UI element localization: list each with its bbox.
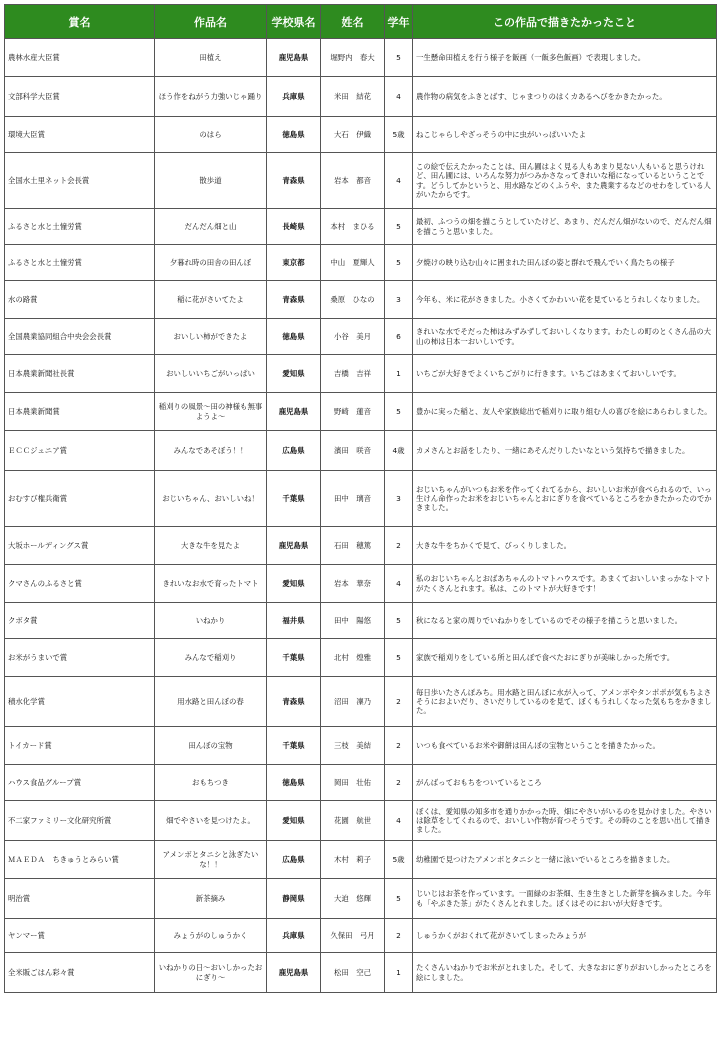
description: 夕焼けの映り込む山々に囲まれた田んぼの姿と群れで飛んでいく鳥たちの様子 (413, 245, 717, 281)
student-name: 北村 煌雅 (321, 639, 385, 677)
student-name: 小谷 美月 (321, 319, 385, 355)
work-title: のはら (155, 117, 267, 153)
award-name: クマさんのふるさと賞 (5, 565, 155, 603)
description: 豊かに実った稲と、友人や家族総出で稲刈りに取り組む人の喜びを絵にあらわしました。 (413, 393, 717, 431)
student-name: 岩本 都音 (321, 153, 385, 209)
table-row (5, 319, 717, 355)
work-title: だんだん畑と山 (155, 209, 267, 245)
award-name: 文部科学大臣賞 (5, 77, 155, 117)
prefecture: 青森県 (267, 281, 321, 319)
grade: 4 (385, 153, 413, 209)
award-name: 大坂ホールディングス賞 (5, 527, 155, 565)
description: 農作物の病気をふきとばす、じゃまつりのはくカあるへびをかきたかった。 (413, 77, 717, 117)
student-name: 野崎 蓮音 (321, 393, 385, 431)
award-name: 環境大臣賞 (5, 117, 155, 153)
grade: 5 (385, 39, 413, 77)
award-name: トイカード賞 (5, 727, 155, 765)
table-row (5, 281, 717, 319)
student-name: 大石 伊織 (321, 117, 385, 153)
award-name: クボタ賞 (5, 603, 155, 639)
award-name: ＥＣＣジュニア賞 (5, 431, 155, 471)
work-title: 田植え (155, 39, 267, 77)
table-row (5, 355, 717, 393)
prefecture: 愛知県 (267, 565, 321, 603)
table-row (5, 603, 717, 639)
work-title: いねかり (155, 603, 267, 639)
grade: 2 (385, 527, 413, 565)
award-name: おむすび権兵衛賞 (5, 471, 155, 527)
student-name: 久保田 弓月 (321, 919, 385, 953)
description: きれいな水でそだった柿はみずみずしておいしくなります。わたしの町のとくさん品の大山の柿は日本一おいしいです。 (413, 319, 717, 355)
prefecture: 鹿児島県 (267, 953, 321, 993)
table-row (5, 471, 717, 527)
description: 今年も、米に花がさきました。小さくてかわいい花を見ているとうれしくなりました。 (413, 281, 717, 319)
student-name: 松田 空己 (321, 953, 385, 993)
table-row (5, 677, 717, 727)
work-title: みんなであそぼう！！ (155, 431, 267, 471)
table-row (5, 527, 717, 565)
description: たくさんいねかりでお米がとれました。そして、大きなおにぎりがおいしかったところを絵にしました。 (413, 953, 717, 993)
prefecture: 兵庫県 (267, 919, 321, 953)
award-name: 全国水土里ネット会長賞 (5, 153, 155, 209)
work-title: おいしいいちごがいっぱい (155, 355, 267, 393)
header-name: 姓名 (321, 5, 385, 39)
prefecture: 兵庫県 (267, 77, 321, 117)
prefecture: 青森県 (267, 677, 321, 727)
work-title: おいしい柿ができたよ (155, 319, 267, 355)
award-name: 全米販ごはん彩々賞 (5, 953, 155, 993)
prefecture: 徳島県 (267, 117, 321, 153)
student-name: 木村 莉子 (321, 841, 385, 879)
student-name: 岩本 華奈 (321, 565, 385, 603)
grade: 4 (385, 565, 413, 603)
award-name: ＭＡＥＤＡ ちきゅうとみらい賞 (5, 841, 155, 879)
table-row (5, 393, 717, 431)
prefecture: 千葉県 (267, 727, 321, 765)
student-name: 沼田 凜乃 (321, 677, 385, 727)
student-name: 濱田 咲音 (321, 431, 385, 471)
description: じいじはお茶を作っています。一面緑のお茶畑、生き生きとした新芽を摘みました。今年も「やぶきた茶」がたくさんとれました。ぼくはそのにおいが大好きです。 (413, 879, 717, 919)
grade: 6 (385, 319, 413, 355)
grade: 2 (385, 765, 413, 801)
award-name: 全国農業協同組合中央会会長賞 (5, 319, 155, 355)
description: 一生懸命田植えを行う様子を飯画（一飯多色飯画）で表現しました。 (413, 39, 717, 77)
student-name: 大迫 悠輝 (321, 879, 385, 919)
description: 毎日歩いたさんぽみち。用水路と田んぼに水が入って、アメンボやタンポポが気もちよさそうにおよいだり、さいだりしているのを見て、ぼくもうれしくなった気もちをかきました。 (413, 677, 717, 727)
work-title: みんなで稲刈り (155, 639, 267, 677)
prefecture: 鹿児島県 (267, 393, 321, 431)
work-title: みょうがのしゅうかく (155, 919, 267, 953)
description: ねこじゃらしやざっそうの中に虫がいっぱいいたよ (413, 117, 717, 153)
award-name: 水の路賞 (5, 281, 155, 319)
work-title: 夕暮れ時の田舎の田んぼ (155, 245, 267, 281)
table-row (5, 431, 717, 471)
description: カメさんとお話をしたり、一緒にあそんだりしたいなという気持ちで描きました。 (413, 431, 717, 471)
description: 私のおじいちゃんとおばあちゃんのトマトハウスです。あまくておいしいまっかなトマトがたくさんとれます。私は、このトマトが大好きです！ (413, 565, 717, 603)
work-title: ほう作をねがう力強いじゃ踊り (155, 77, 267, 117)
work-title: いねかりの日～おいしかったおにぎり～ (155, 953, 267, 993)
prefecture: 広島県 (267, 431, 321, 471)
grade: 4 (385, 77, 413, 117)
header-grade: 学年 (385, 5, 413, 39)
table-row (5, 245, 717, 281)
awards-table (4, 4, 717, 993)
table-row (5, 209, 717, 245)
table-row (5, 117, 717, 153)
grade: 1 (385, 953, 413, 993)
prefecture: 鹿児島県 (267, 527, 321, 565)
prefecture: 愛知県 (267, 801, 321, 841)
grade: 3 (385, 471, 413, 527)
description: 家族で稲刈りをしている所と田んぼで食べたおにぎりが美味しかった所です。 (413, 639, 717, 677)
student-name: 岡田 壮佑 (321, 765, 385, 801)
work-title: おじいちゃん、おいしいね！ (155, 471, 267, 527)
award-name: 日本農業新聞賞 (5, 393, 155, 431)
student-name: 石田 穂篤 (321, 527, 385, 565)
student-name: 桑原 ひなの (321, 281, 385, 319)
prefecture: 福井県 (267, 603, 321, 639)
table-row (5, 919, 717, 953)
description: がんばっておもちをついているところ (413, 765, 717, 801)
work-title: 畑でやさいを見つけたよ。 (155, 801, 267, 841)
student-name: 田中 璃音 (321, 471, 385, 527)
work-title: アメンボとタニシと泳ぎたいな！！ (155, 841, 267, 879)
award-name: ハウス食品グループ賞 (5, 765, 155, 801)
prefecture: 徳島県 (267, 765, 321, 801)
prefecture: 静岡県 (267, 879, 321, 919)
award-name: 農林水産大臣賞 (5, 39, 155, 77)
table-row (5, 727, 717, 765)
prefecture: 千葉県 (267, 471, 321, 527)
table-row (5, 841, 717, 879)
header-prefecture: 学校県名 (267, 5, 321, 39)
student-name: 田中 陽悠 (321, 603, 385, 639)
table-row (5, 765, 717, 801)
work-title: 新茶摘み (155, 879, 267, 919)
grade: 5 (385, 245, 413, 281)
award-name: ふるさと水と土憧労賞 (5, 245, 155, 281)
student-name: 本村 まひる (321, 209, 385, 245)
work-title: 散歩道 (155, 153, 267, 209)
prefecture: 長崎県 (267, 209, 321, 245)
student-name: 三枝 美結 (321, 727, 385, 765)
table-row (5, 801, 717, 841)
table-row (5, 879, 717, 919)
table-row (5, 639, 717, 677)
table-row (5, 565, 717, 603)
award-name: 日本農業新聞社長賞 (5, 355, 155, 393)
grade: 4 (385, 801, 413, 841)
work-title: 稲に花がさいてたよ (155, 281, 267, 319)
table-row (5, 953, 717, 993)
grade: 5 (385, 209, 413, 245)
work-title: 田んぼの宝物 (155, 727, 267, 765)
award-name: 不二家ファミリー文化研究所賞 (5, 801, 155, 841)
description: 最初、ふつうの畑を描こうとしていたけど、あまり、だんだん畑がないので、だんだん畑を描こうと思いました。 (413, 209, 717, 245)
grade: 4歳 (385, 431, 413, 471)
grade: 5 (385, 639, 413, 677)
grade: 2 (385, 919, 413, 953)
student-name: 吉橋 吉祥 (321, 355, 385, 393)
prefecture: 愛知県 (267, 355, 321, 393)
grade: 3 (385, 281, 413, 319)
prefecture: 東京都 (267, 245, 321, 281)
description: いちごが大好きでよくいちごがりに行きます。いちごはあまくておいしいです。 (413, 355, 717, 393)
award-name: ふるさと水と土憧労賞 (5, 209, 155, 245)
grade: 5歳 (385, 841, 413, 879)
prefecture: 広島県 (267, 841, 321, 879)
description: この絵で伝えたかったことは、田ん圃はよく見る人もあまり見ない人もいると思うけれど、田ん圃には、いろんな努力がつみかさなってきれいな稲になっているということです。どうしてかというと、用水路などのくふうや、また農業するなどのせわをしている人がいたからです。 (413, 153, 717, 209)
student-name: 米田 結花 (321, 77, 385, 117)
header-description: この作品で描きたかったこと (413, 5, 717, 39)
award-name: お米がうまいで賞 (5, 639, 155, 677)
work-title: 大きな牛を見たよ (155, 527, 267, 565)
student-name: 堀野内 春大 (321, 39, 385, 77)
award-name: ヤンマー賞 (5, 919, 155, 953)
table-row (5, 39, 717, 77)
work-title: おもちつき (155, 765, 267, 801)
student-name: 花園 航世 (321, 801, 385, 841)
prefecture: 千葉県 (267, 639, 321, 677)
description: 秋になると家の周りでいねかりをしているのでその様子を描こうと思いました。 (413, 603, 717, 639)
prefecture: 徳島県 (267, 319, 321, 355)
work-title: きれいなお水で育ったトマト (155, 565, 267, 603)
grade: 5 (385, 879, 413, 919)
grade: 5 (385, 603, 413, 639)
header-award: 賞名 (5, 5, 155, 39)
description: おじいちゃんがいつもお米を作ってくれてるから、おいしいお米が食べられるので、いっ生けん命作ったお米をおじいちゃんとおにぎりを食べているところをかきたかったのでかきました。 (413, 471, 717, 527)
description: しゅうかくがおくれて花がさいてしまったみょうが (413, 919, 717, 953)
table-row (5, 77, 717, 117)
grade: 2 (385, 677, 413, 727)
grade: 2 (385, 727, 413, 765)
grade: 5歳 (385, 117, 413, 153)
student-name: 中山 夏輝人 (321, 245, 385, 281)
award-name: 積水化学賞 (5, 677, 155, 727)
prefecture: 鹿児島県 (267, 39, 321, 77)
header-row (5, 5, 717, 39)
award-name: 明治賞 (5, 879, 155, 919)
description: 幼稚園で見つけたアメンボとタニシと一緒に泳いでいるところを描きました。 (413, 841, 717, 879)
prefecture: 青森県 (267, 153, 321, 209)
description: いつも食べているお米や御餅は田んぼの宝物ということを描きたかった。 (413, 727, 717, 765)
description: ぼくは、愛知県の知多市を通りかかった時、畑にやさいがいるのを見かけました。やさいは除草をしてくれるので、おいしい作物が育つそうです。その時のことを思い出して描きました。 (413, 801, 717, 841)
grade: 1 (385, 355, 413, 393)
table-row (5, 153, 717, 209)
work-title: 稲刈りの風景～田の神様も無事ようよ～ (155, 393, 267, 431)
grade: 5 (385, 393, 413, 431)
work-title: 用水路と田んぼの春 (155, 677, 267, 727)
description: 大きな牛をちかくで見て、びっくりしました。 (413, 527, 717, 565)
header-title: 作品名 (155, 5, 267, 39)
